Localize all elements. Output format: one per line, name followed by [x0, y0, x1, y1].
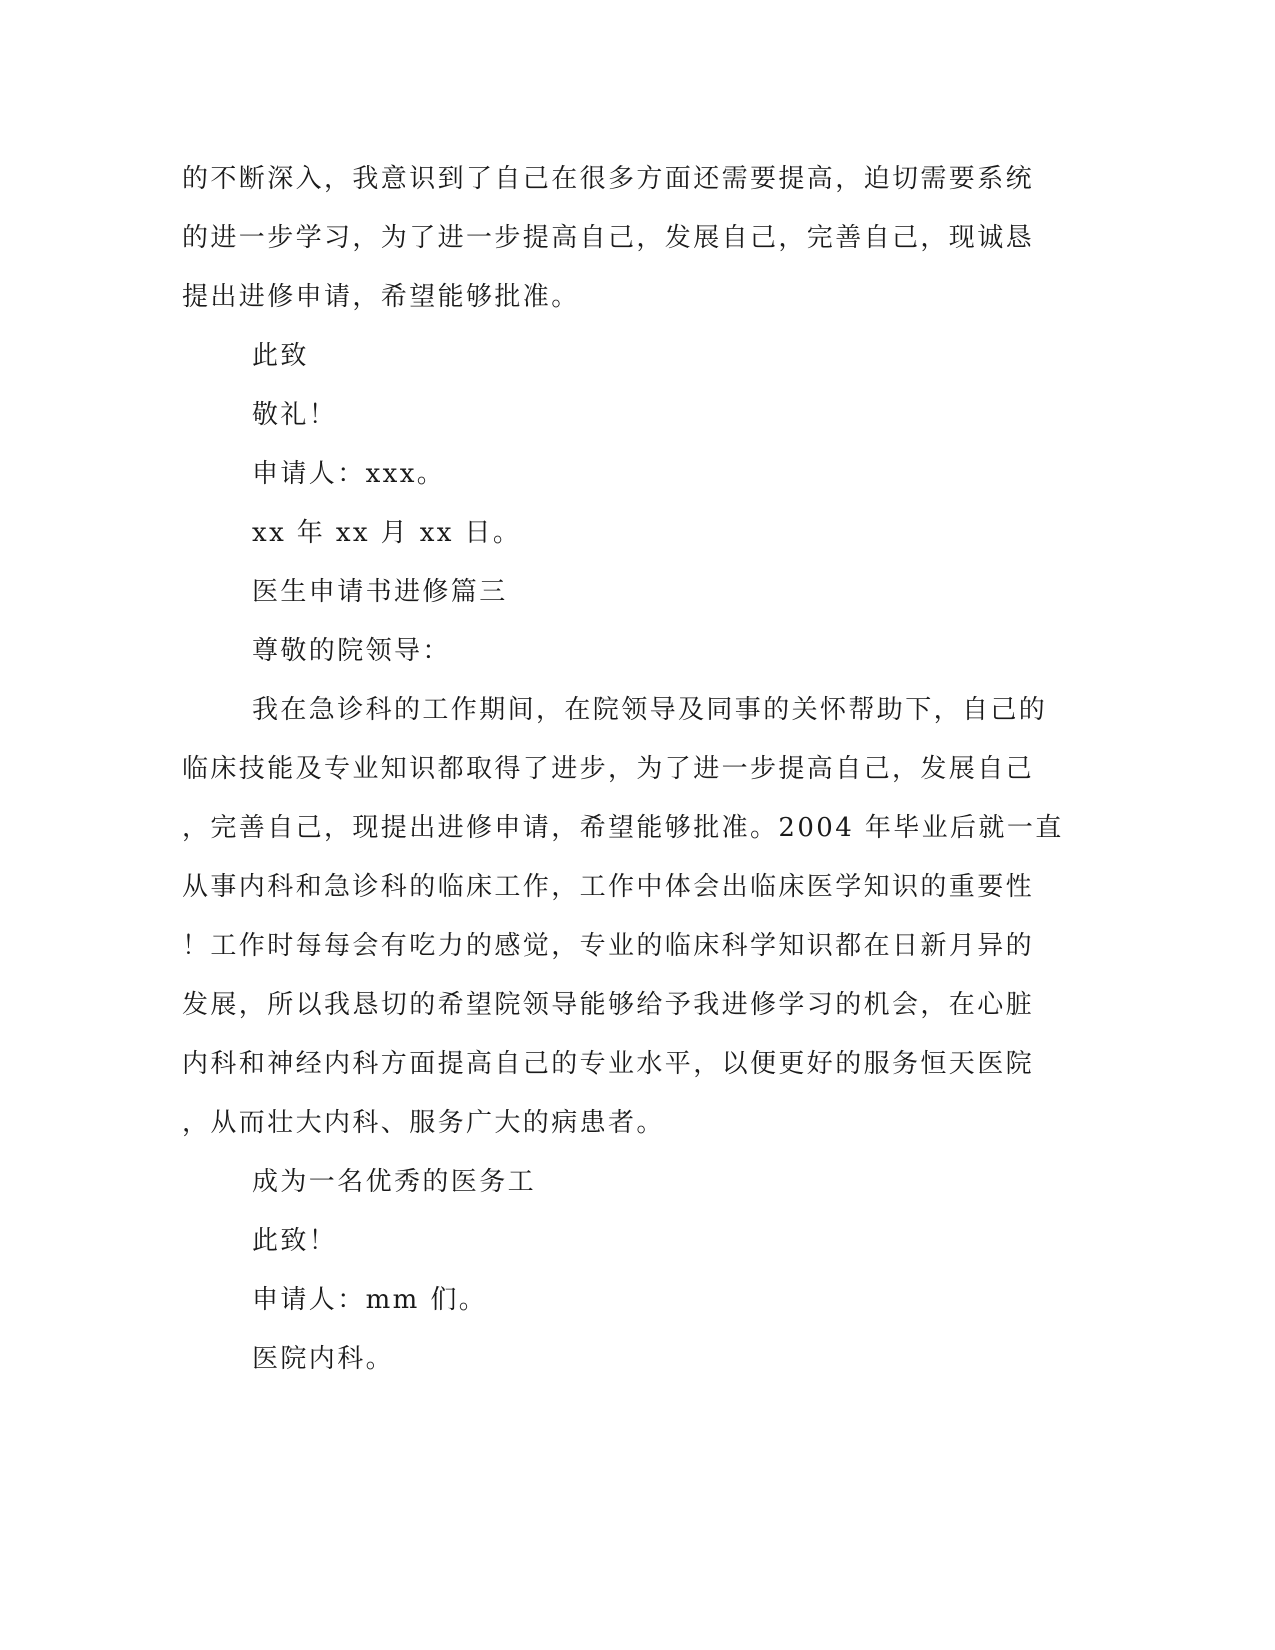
paragraph-line: 的不断深入，我意识到了自己在很多方面还需要提高，迫切需要系统 [182, 164, 1035, 194]
closing-regards: 敬礼！ [252, 400, 338, 430]
addressee: 尊敬的院领导： [252, 636, 451, 666]
paragraph-line: 的进一步学习，为了进一步提高自己，发展自己，完善自己，现诚恳 [182, 223, 1035, 253]
applicant-line: 申请人：xxx。 [252, 459, 446, 489]
paragraph-line: 我在急诊科的工作期间，在院领导及同事的关怀帮助下，自己的 [252, 695, 1048, 725]
paragraph-line: ，完善自己，现提出进修申请，希望能够批准。2004 年毕业后就一直 [182, 813, 1064, 843]
department-line: 医院内科。 [252, 1344, 395, 1374]
paragraph-line: ，从而壮大内科、服务广大的病患者。 [182, 1108, 665, 1138]
paragraph-line: ！工作时每每会有吃力的感觉，专业的临床科学知识都在日新月异的 [182, 931, 1035, 961]
closing-salutation: 此致 [252, 341, 309, 371]
date-line: xx 年 xx 月 xx 日。 [252, 518, 522, 548]
paragraph-line: 临床技能及专业知识都取得了进步，为了进一步提高自己，发展自己 [182, 754, 1035, 784]
applicant-line: 申请人：mm 们。 [252, 1285, 488, 1315]
paragraph-line: 内科和神经内科方面提高自己的专业水平，以便更好的服务恒天医院 [182, 1049, 1035, 1079]
aspiration-line: 成为一名优秀的医务工 [252, 1167, 537, 1197]
section-title: 医生申请书进修篇三 [252, 577, 508, 607]
paragraph-line: 从事内科和急诊科的临床工作，工作中体会出临床医学知识的重要性 [182, 872, 1035, 902]
closing-salutation: 此致！ [252, 1226, 338, 1256]
paragraph-line: 发展，所以我恳切的希望院领导能够给予我进修学习的机会，在心脏 [182, 990, 1035, 1020]
paragraph-line: 提出进修申请，希望能够批准。 [182, 282, 580, 312]
